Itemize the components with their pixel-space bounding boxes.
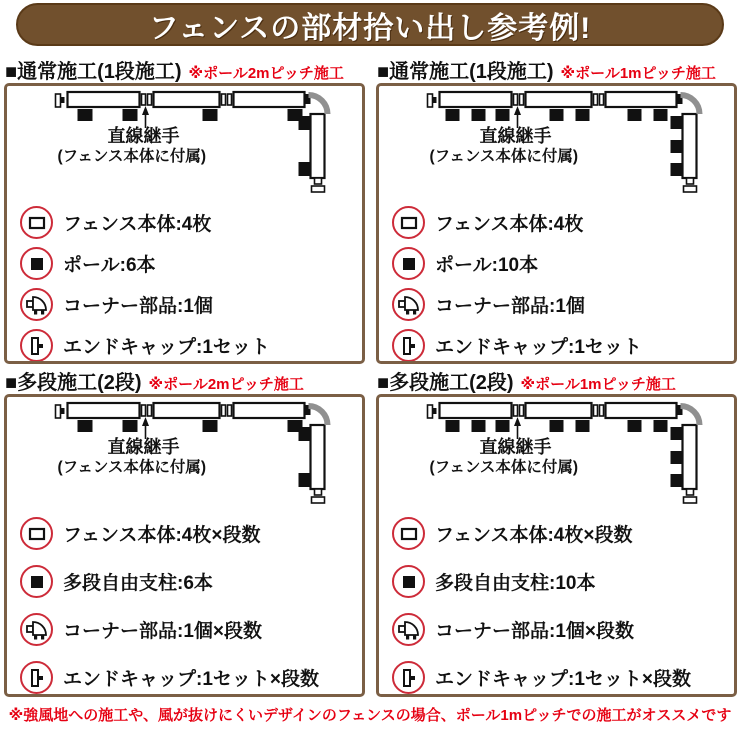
part-label: フェンス本体:4枚 <box>63 214 212 235</box>
annotation-arrow <box>514 106 521 128</box>
part-label: エンドキャップ:1セット×段数 <box>435 669 691 690</box>
end-cap-icon <box>20 329 53 362</box>
page-title: フェンスの部材拾い出し参考例! <box>148 11 592 45</box>
part-label: フェンス本体:4枚×段数 <box>63 525 261 546</box>
end-cap-left <box>428 94 437 107</box>
parts-list-item <box>392 247 728 280</box>
annotation-sublabel: (フェンス本体に付属) <box>429 148 579 165</box>
title-banner <box>16 3 724 46</box>
fence-layout-diagram-2m <box>7 86 362 196</box>
part-label: フェンス本体:4枚×段数 <box>435 525 633 546</box>
annotation-sublabel: (フェンス本体に付属) <box>429 459 579 476</box>
end-cap-icon <box>392 661 425 694</box>
fence-panel-icon <box>392 206 425 239</box>
pitch-note: ※ポール2mピッチ施工 <box>188 65 344 82</box>
panel-box <box>376 83 737 364</box>
panel-multi-2m-pitch <box>4 364 365 697</box>
pole-icon <box>392 247 425 280</box>
panel-heading: ■通常施工(1段施工) <box>377 61 554 83</box>
fence-panels <box>68 403 325 489</box>
corner-piece <box>305 405 328 425</box>
end-cap-bottom <box>312 178 325 192</box>
parts-list <box>7 196 362 364</box>
pitch-note: ※ポール1mピッチ施工 <box>520 376 676 393</box>
annotation-label: 直線継手 <box>479 126 552 146</box>
end-cap-left <box>56 405 65 418</box>
parts-list-item <box>392 613 728 646</box>
parts-list <box>379 196 734 364</box>
fence-panels <box>68 92 325 178</box>
part-label: エンドキャップ:1セット <box>435 337 642 358</box>
pitch-note: ※ポール1mピッチ施工 <box>560 65 716 82</box>
annotation-arrow <box>142 417 149 439</box>
parts-list-item <box>20 517 356 550</box>
parts-list-item <box>392 206 728 239</box>
fence-panels <box>440 92 697 178</box>
fence-layout-diagram-2m <box>7 397 362 507</box>
corner-piece <box>677 94 700 114</box>
end-cap-icon <box>20 661 53 694</box>
parts-list-item <box>20 565 356 598</box>
pitch-note: ※ポール2mピッチ施工 <box>148 376 304 393</box>
part-label: コーナー部品:1個 <box>63 296 213 317</box>
fence-layout-diagram-1m <box>379 86 734 196</box>
corner-part-icon <box>20 288 53 321</box>
corner-part-icon <box>392 613 425 646</box>
fence-panel-icon <box>20 517 53 550</box>
part-label: フェンス本体:4枚 <box>435 214 584 235</box>
panel-normal-1m-pitch <box>376 53 737 364</box>
part-label: コーナー部品:1個 <box>435 296 585 317</box>
parts-list-item <box>20 206 356 239</box>
fence-panel-icon <box>20 206 53 239</box>
end-cap-icon <box>392 329 425 362</box>
part-label: エンドキャップ:1セット×段数 <box>63 669 319 690</box>
corner-part-icon <box>392 288 425 321</box>
part-label: エンドキャップ:1セット <box>63 337 270 358</box>
parts-list-item <box>392 288 728 321</box>
panel-heading-row <box>377 55 737 83</box>
parts-list-item <box>20 329 356 362</box>
end-cap-bottom <box>312 489 325 503</box>
end-cap-left <box>428 405 437 418</box>
panel-multi-1m-pitch <box>376 364 737 697</box>
part-label: ポール:6本 <box>63 255 156 276</box>
panel-heading: ■多段施工(2段) <box>5 372 142 394</box>
part-label: ポール:10本 <box>435 255 539 276</box>
parts-list-item <box>392 565 728 598</box>
corner-piece <box>305 94 328 114</box>
end-cap-bottom <box>684 178 697 192</box>
panel-heading-row <box>5 366 365 394</box>
part-label: 多段自由支柱:10本 <box>435 573 596 594</box>
parts-list-item <box>392 517 728 550</box>
annotation-sublabel: (フェンス本体に付属) <box>57 459 207 476</box>
parts-list <box>379 507 734 697</box>
panel-heading-row <box>5 55 365 83</box>
parts-list <box>7 507 362 697</box>
pole-icon <box>20 565 53 598</box>
fence-panels <box>440 403 697 489</box>
annotation-sublabel: (フェンス本体に付属) <box>57 148 207 165</box>
end-cap-bottom <box>684 489 697 503</box>
parts-list-item <box>20 661 356 694</box>
corner-part-icon <box>20 613 53 646</box>
annotation-label: 直線継手 <box>107 126 180 146</box>
annotation-arrow <box>142 106 149 128</box>
annotation-label: 直線継手 <box>107 437 180 457</box>
parts-list-item <box>392 329 728 362</box>
panel-heading: ■通常施工(1段施工) <box>5 61 182 83</box>
parts-list-item <box>20 613 356 646</box>
part-label: コーナー部品:1個×段数 <box>435 621 634 642</box>
annotation-label: 直線継手 <box>479 437 552 457</box>
pole-icon <box>392 565 425 598</box>
part-label: 多段自由支柱:6本 <box>63 573 213 594</box>
fence-panel-icon <box>392 517 425 550</box>
panel-heading: ■多段施工(2段) <box>377 372 514 394</box>
panel-heading-row <box>377 366 737 394</box>
part-label: コーナー部品:1個×段数 <box>63 621 262 642</box>
panel-box <box>4 394 365 697</box>
pole-icon <box>20 247 53 280</box>
end-cap-left <box>56 94 65 107</box>
footer-note: ※強風地への施工や、風が抜けにくいデザインのフェンスの場合、ポール1mピッチでの施工がオススメです <box>8 707 732 724</box>
fence-layout-diagram-1m <box>379 397 734 507</box>
annotation-arrow <box>514 417 521 439</box>
panel-box <box>376 394 737 697</box>
panels-grid <box>0 53 740 697</box>
parts-list-item <box>20 247 356 280</box>
parts-list-item <box>392 661 728 694</box>
panel-normal-2m-pitch <box>4 53 365 364</box>
parts-list-item <box>20 288 356 321</box>
panel-box <box>4 83 365 364</box>
corner-piece <box>677 405 700 425</box>
